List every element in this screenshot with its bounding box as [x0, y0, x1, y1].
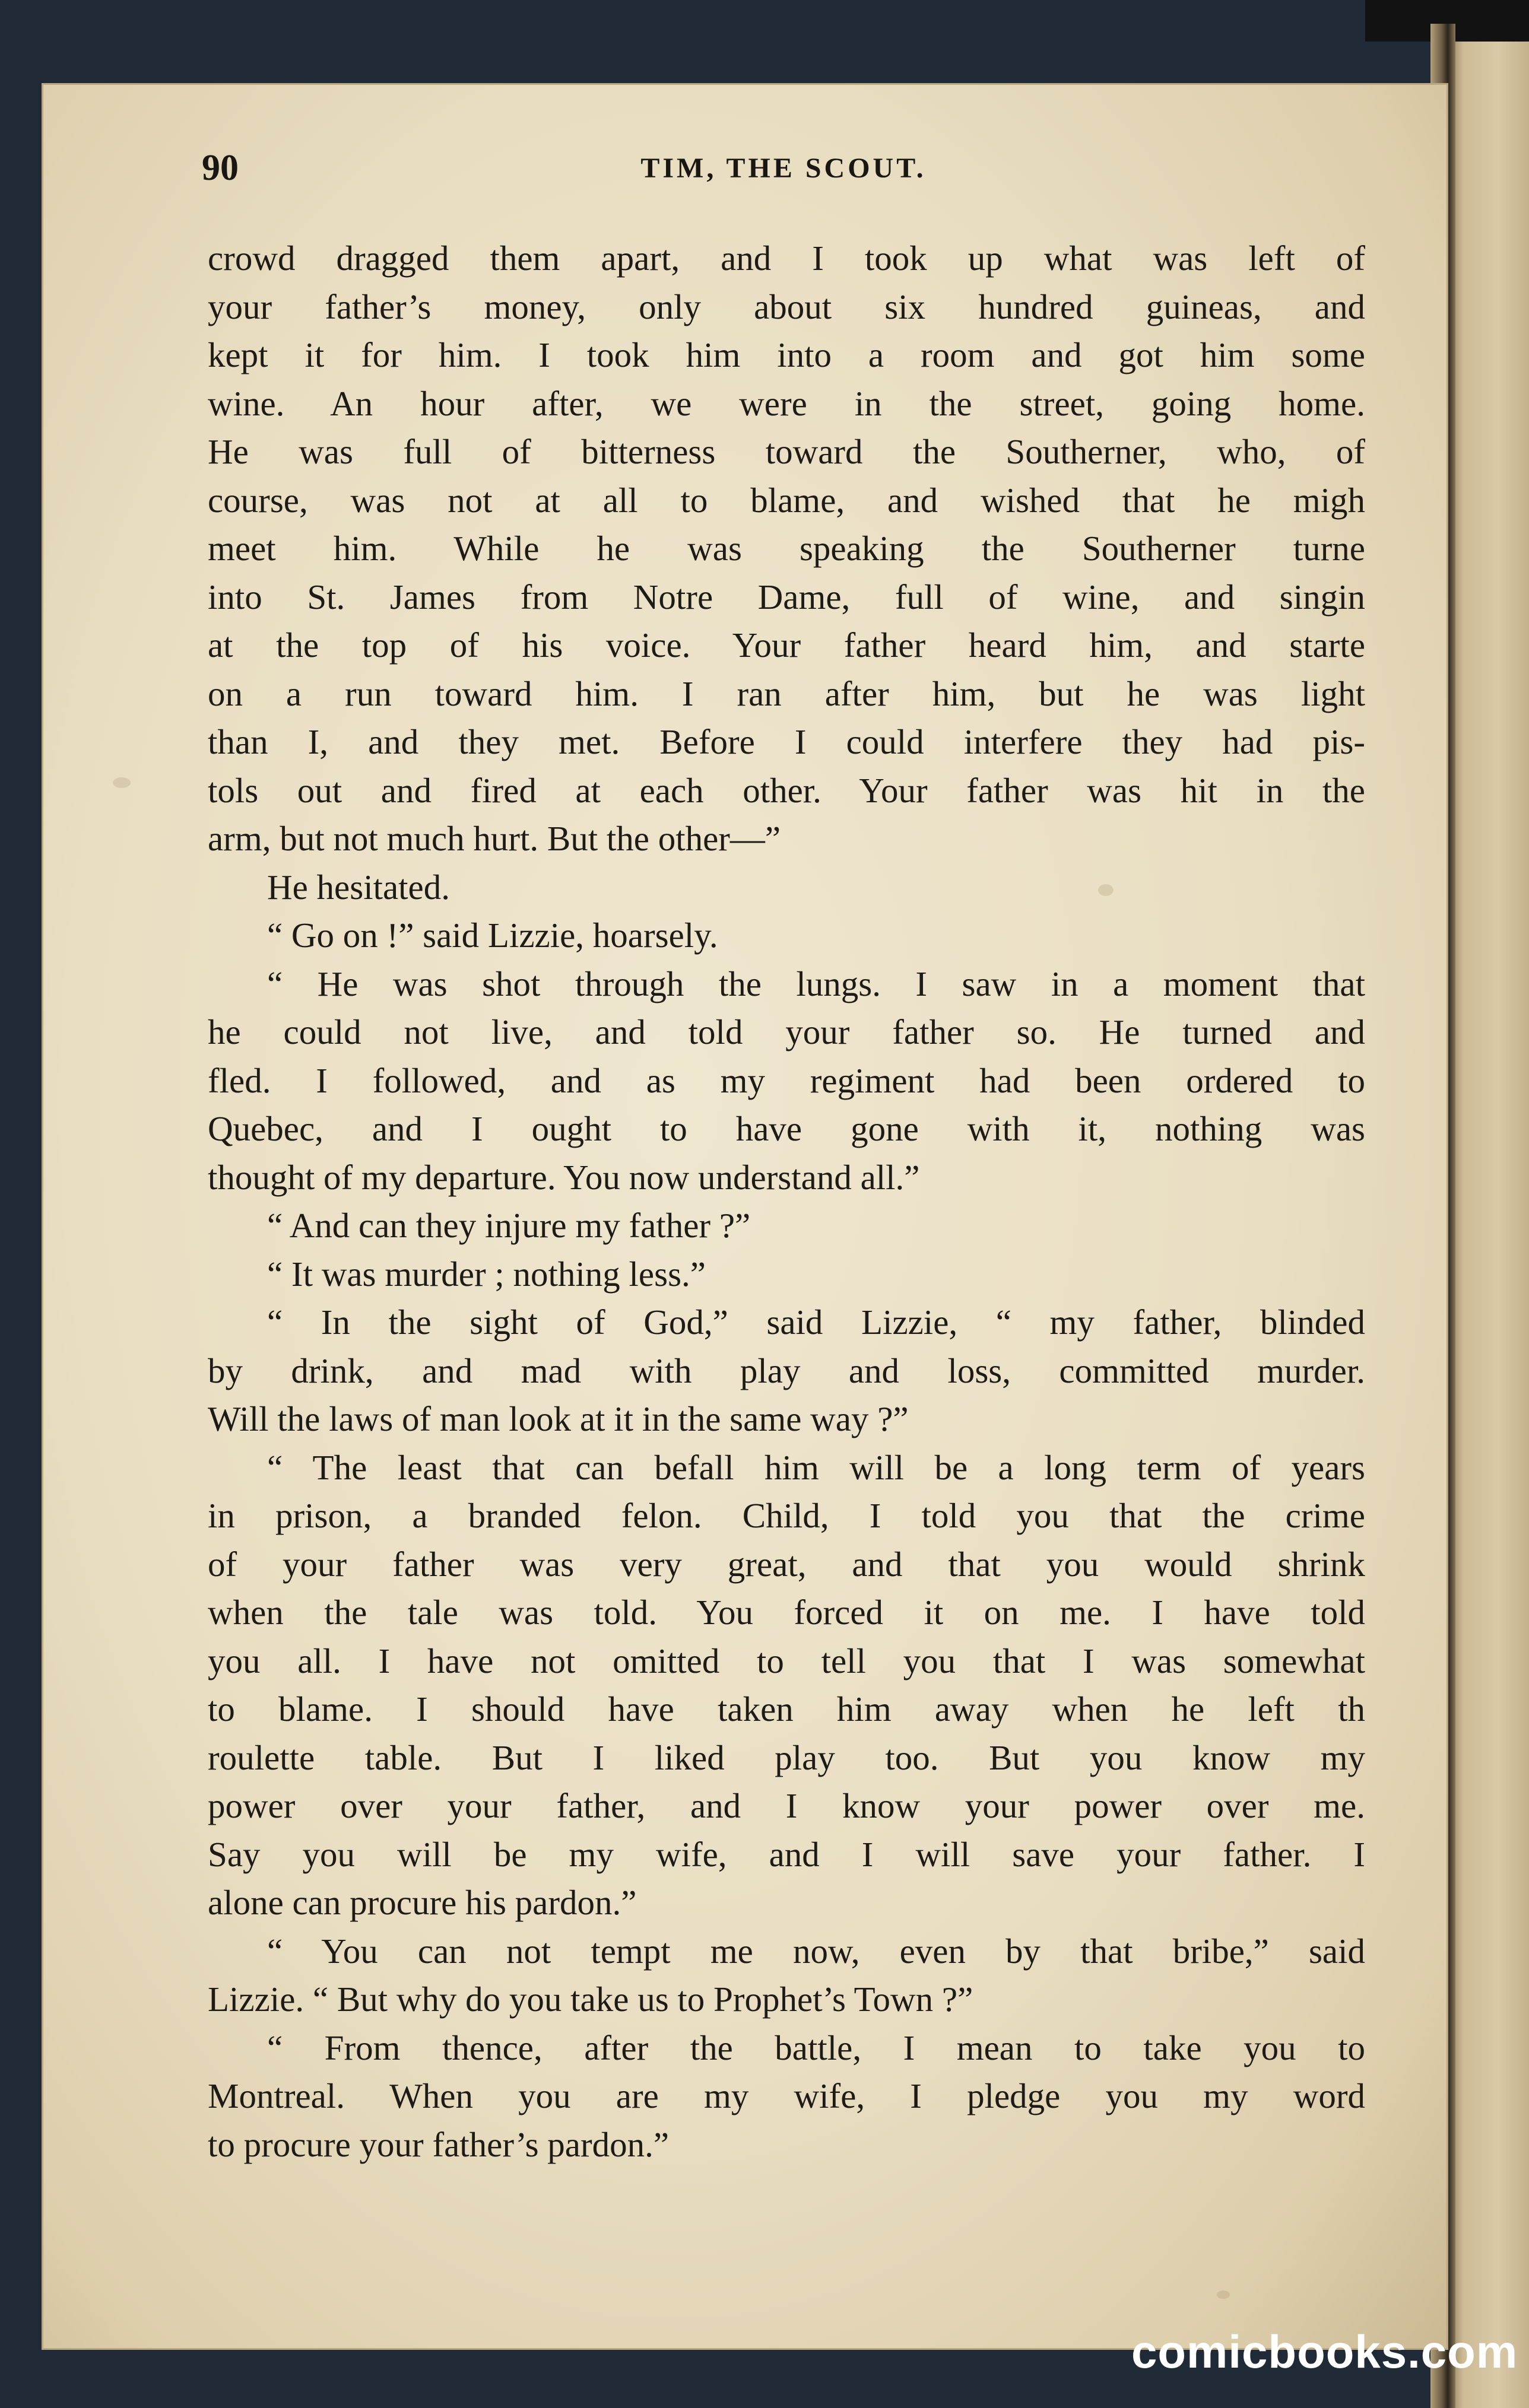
watermark: comicbooks.com: [1131, 2326, 1518, 2378]
text-line: than I, and they met. Before I could interfere they had pis-: [208, 722, 1365, 761]
text-line: “ It was murder ; nothing less.”: [267, 1254, 706, 1294]
text-line: to blame. I should have taken him away when he left th: [208, 1689, 1365, 1729]
page-number: 90: [202, 148, 239, 188]
text-line: you all. I have not omitted to tell you that I was somewhat: [208, 1641, 1365, 1680]
text-line: He was full of bitterness toward the Southerner, who, of: [208, 432, 1365, 471]
running-head: TIM, THE SCOUT.: [640, 153, 927, 184]
text-line: arm, but not much hurt. But the other—”: [208, 819, 781, 858]
text-line: “ And can they injure my father ?”: [267, 1206, 751, 1245]
text-line: kept it for him. I took him into a room and got him some: [208, 335, 1365, 374]
text-line: Quebec, and I ought to have gone with it, nothing was: [208, 1109, 1365, 1148]
text-line: power over your father, and I know your power over me.: [208, 1786, 1365, 1825]
page-header: [202, 147, 1365, 195]
text-line: “ In the sight of God,” said Lizzie, “ my father, blinded: [267, 1303, 1365, 1342]
body-text: [208, 234, 1365, 2169]
text-line: “ You can not tempt me now, even by that bribe,” said: [267, 1931, 1365, 1971]
text-line: Will the laws of man look at it in the same way ?”: [208, 1399, 909, 1438]
text-line: tols out and fired at each other. Your father was hit in the: [208, 770, 1365, 810]
text-line: he could not live, and told your father so. He turned and: [208, 1012, 1365, 1051]
text-line: alone can procure his pardon.”: [208, 1883, 637, 1922]
text-line: “ He was shot through the lungs. I saw in a moment that: [267, 964, 1365, 1003]
text-line: your father’s money, only about six hundred guineas, and: [208, 287, 1365, 326]
text-line: in prison, a branded felon. Child, I told you that the crime: [208, 1496, 1365, 1535]
text-line: thought of my departure. You now understand all.”: [208, 1157, 920, 1197]
facing-page-edge: [1448, 42, 1529, 2408]
text-line: Say you will be my wife, and I will save your father. I: [208, 1834, 1365, 1874]
text-line: “ The least that can befall him will be a long term of years: [267, 1447, 1365, 1487]
text-line: course, was not at all to blame, and wished that he migh: [208, 480, 1365, 520]
text-line: on a run toward him. I ran after him, but he was light: [208, 674, 1365, 713]
text-line: when the tale was told. You forced it on me. I have told: [208, 1593, 1365, 1632]
text-line: crowd dragged them apart, and I took up what was left of: [208, 239, 1365, 278]
text-line: wine. An hour after, we were in the street, going home.: [208, 383, 1365, 423]
text-line: by drink, and mad with play and loss, committed murder.: [208, 1351, 1365, 1390]
text-line: to procure your father’s pardon.”: [208, 2124, 670, 2164]
text-line: of your father was very great, and that you would shrink: [208, 1544, 1365, 1584]
text-line: fled. I followed, and as my regiment had been ordered to: [208, 1060, 1365, 1100]
text-line: He hesitated.: [267, 867, 450, 907]
text-line: Montreal. When you are my wife, I pledge you my word: [208, 2076, 1365, 2115]
text-line: “ From thence, after the battle, I mean to take you to: [267, 2028, 1365, 2067]
text-line: into St. James from Notre Dame, full of wine, and singin: [208, 577, 1365, 617]
text-line: meet him. While he was speaking the Southerner turne: [208, 529, 1365, 568]
text-line: Lizzie. “ But why do you take us to Prophet’s Town ?”: [208, 1980, 973, 2019]
text-line: “ Go on !” said Lizzie, hoarsely.: [267, 916, 718, 955]
text-line: roulette table. But I liked play too. But you know my: [208, 1737, 1365, 1777]
text-line: at the top of his voice. Your father heard him, and starte: [208, 625, 1365, 665]
